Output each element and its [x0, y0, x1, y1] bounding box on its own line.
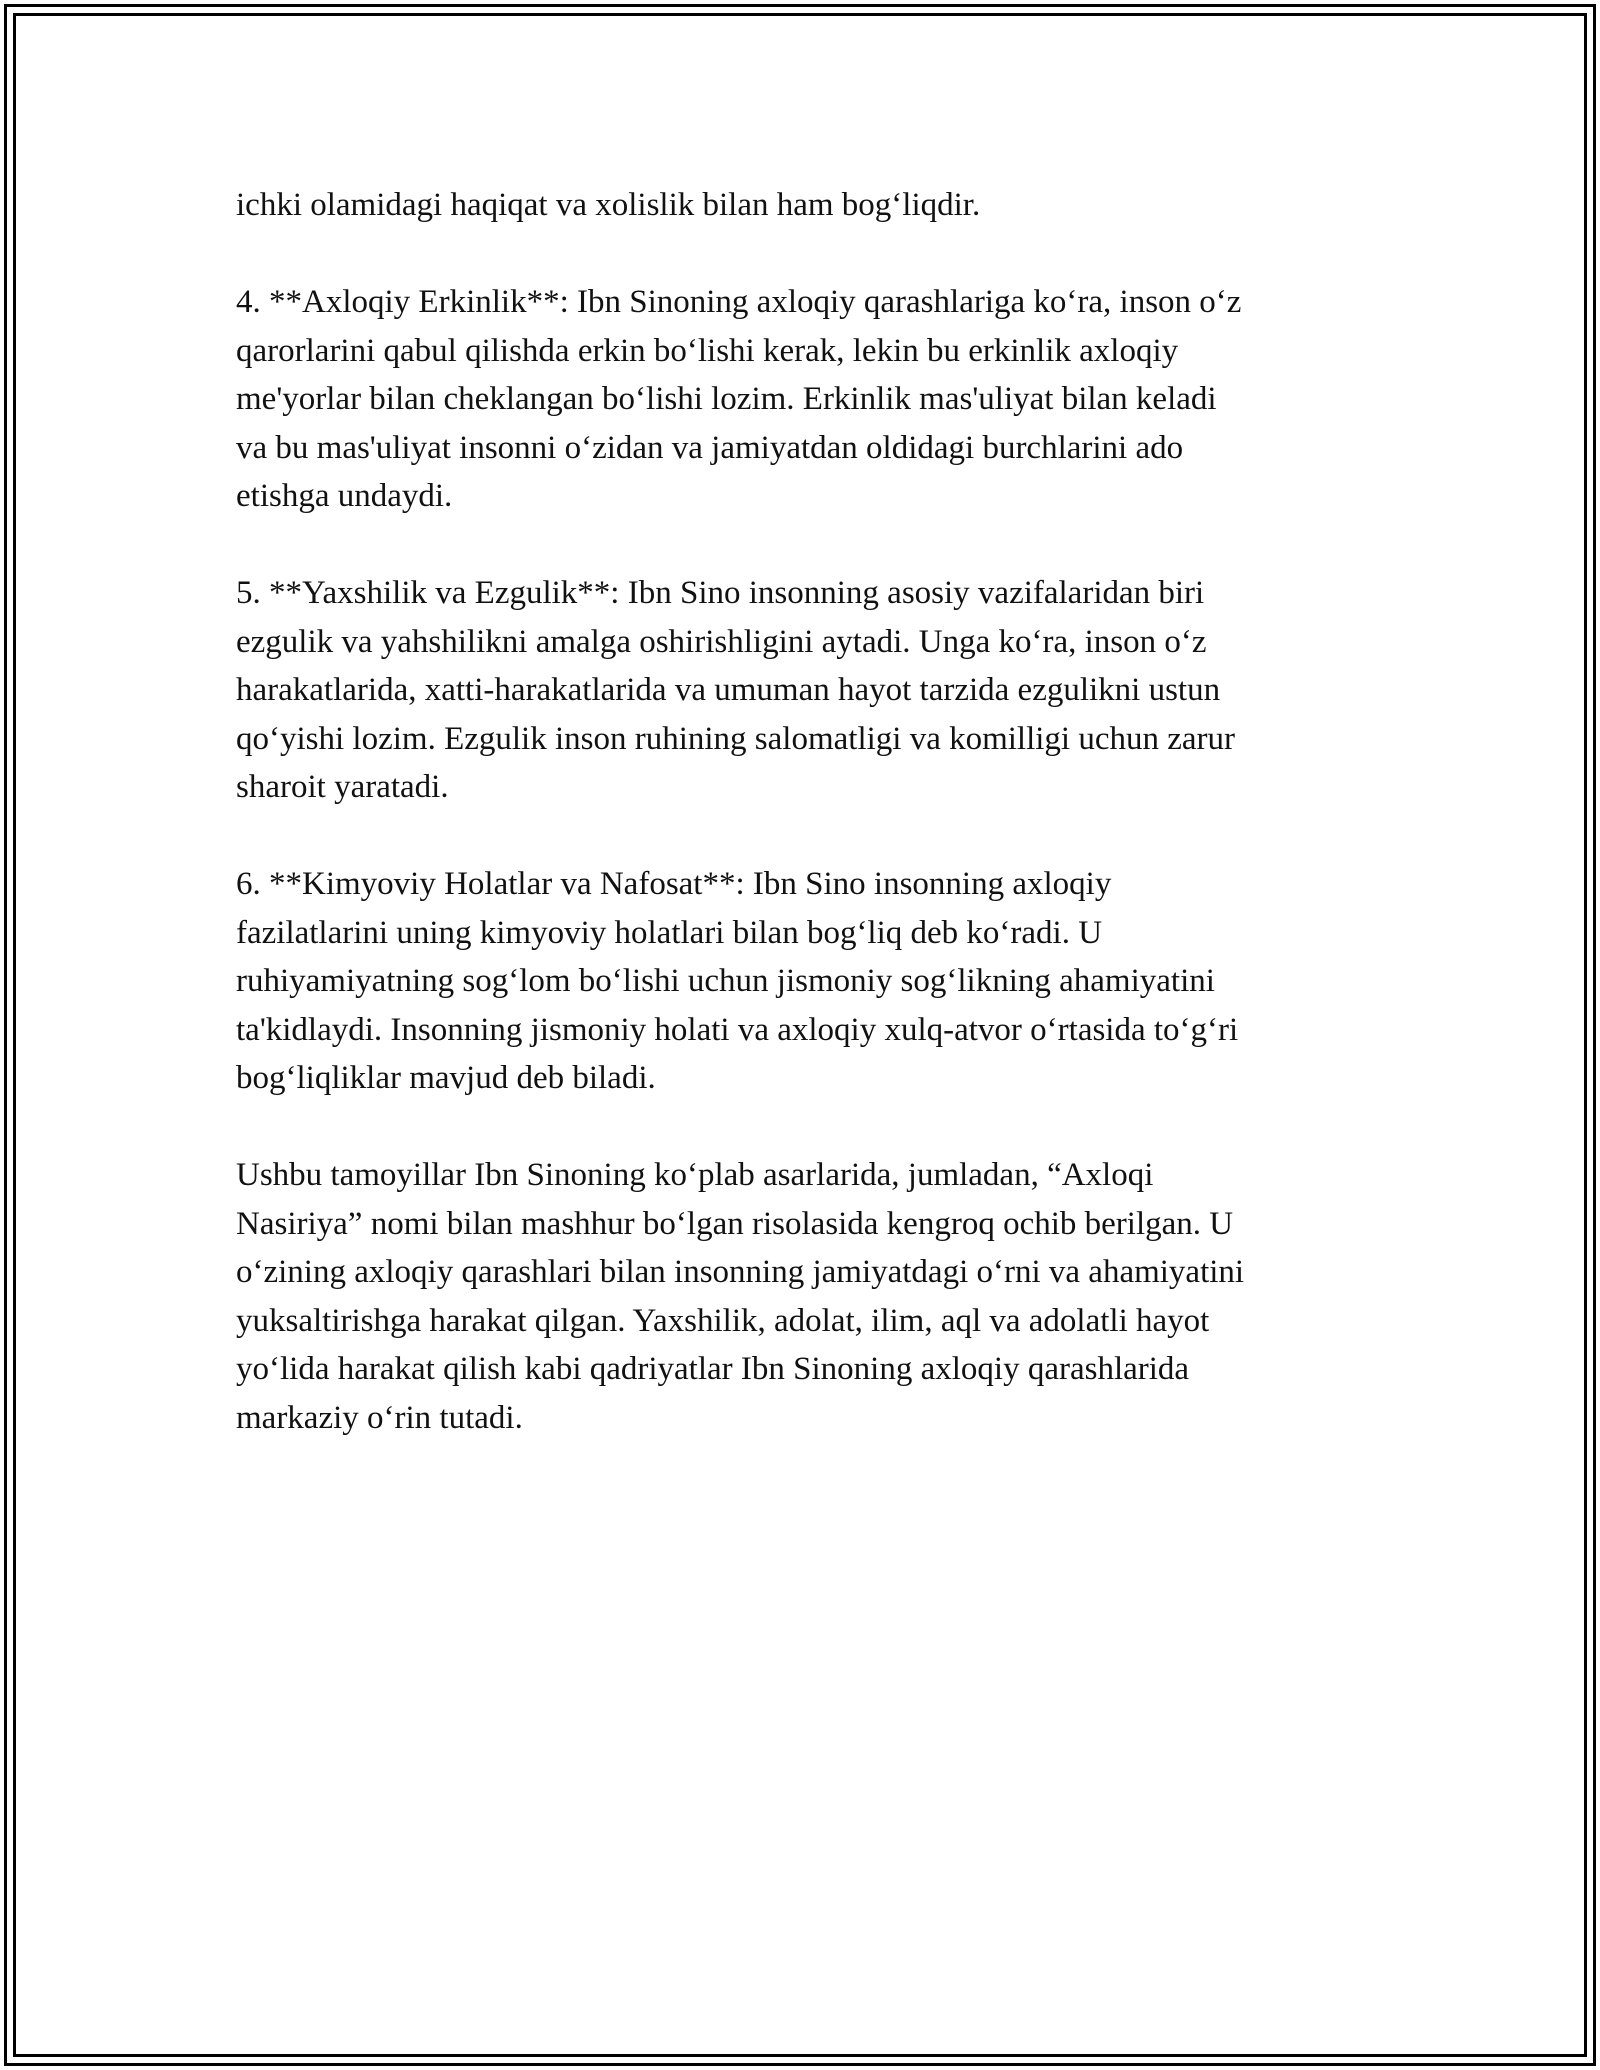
- paragraph-yaxshilik-va-ezgulik: 5. **Yaxshilik va Ezgulik**: Ibn Sino insonning asosiy vazifalaridan biri ezgulik va yahshilikni amalga oshirishligini aytadi. Unga ko‘ra, inson o‘z harakatlarida, xatti-harakatlarida va umuman hayot tarzida ezgulikni ustun qo‘yishi lozim. Ezgulik inson ruhining salomatligi va komilligi uchun zarur sharoit yaratadi.: [236, 575, 1236, 805]
- paragraph-axloqiy-erkinlik: 4. **Axloqiy Erkinlik**: Ibn Sinoning axloqiy qarashlariga ko‘ra, inson o‘z qarorlarini qabul qilishda erkin bo‘lishi kerak, lekin bu erkinlik axloqiy me'yorlar bilan cheklangan bo‘lishi lozim. Erkinlik mas'uliyat bilan keladi va bu mas'uliyat insonni o‘zidan va jamiyatdan oldidagi burchlarini ado etishga undaydi.: [236, 284, 1242, 514]
- paragraph-kimyoviy-holatlar: 6. **Kimyoviy Holatlar va Nafosat**: Ibn Sino insonning axloqiy fazilatlarini uning kimyoviy holatlari bilan bog‘liq deb ko‘radi. U ruhiyamiyatning sog‘lom bo‘lishi uchun jismoniy sog‘likning ahamiyatini ta'kidlaydi. Insonning jismoniy holati va axloqiy xulq-atvor o‘rtasida to‘g‘ri bog‘liqliklar mavjud deb biladi.: [236, 866, 1239, 1096]
- paragraph-continuation: ichki olamidagi haqiqat va xolislik bilan ham bog‘liqdir.: [236, 187, 981, 223]
- paragraph-conclusion: Ushbu tamoyillar Ibn Sinoning ko‘plab asarlarida, jumladan, “Axloqi Nasiriya” nomi bilan mashhur bo‘lgan risolasida kengroq ochib berilgan. U o‘zining axloqiy qarashlari bilan insonning jamiyatdagi o‘rni va ahamiyatini yuksaltirishga harakat qilgan. Yaxshilik, adolat, ilim, aql va adolatli hayot yo‘lida harakat qilish kabi qadriyatlar Ibn Sinoning axloqiy qarashlarida markaziy o‘rin tutadi.: [236, 1157, 1245, 1436]
- document-body: [236, 181, 1366, 1491]
